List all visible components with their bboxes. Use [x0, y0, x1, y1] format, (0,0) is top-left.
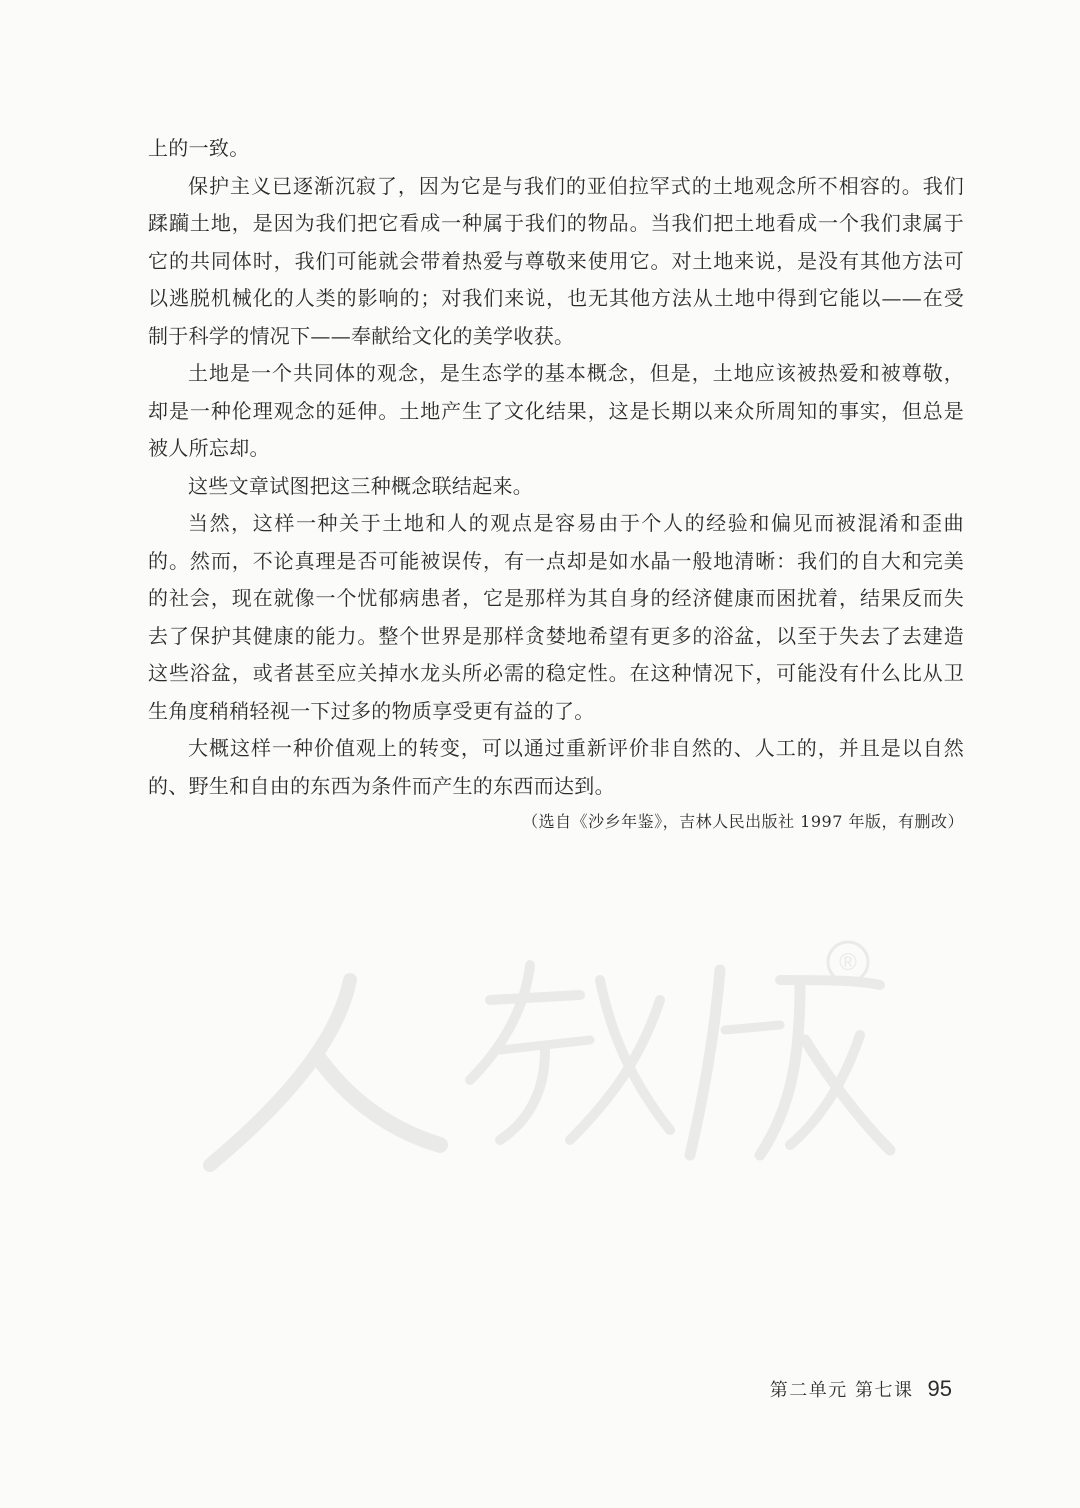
paragraph-0-line: 上的一致。	[148, 136, 250, 160]
paragraph-5-line: 的、野生和自由的东西为条件而产生的东西而达到。	[148, 773, 615, 798]
paragraph-4-line: 去了保护其健康的能力。整个世界是那样贪婪地希望有更多的浴盆，以至于失去了去建造	[148, 623, 964, 648]
paragraph-1-line: 制于科学的情况下——奉献给文化的美学收获。	[148, 323, 575, 348]
paragraph-1-line: 它的共同体时，我们可能就会带着热爱与尊敬来使用它。对土地来说，是没有其他方法可	[148, 248, 964, 273]
paragraph-4-line: 生角度稍稍轻视一下过多的物质享受更有益的了。	[148, 698, 595, 723]
paragraph-1-line: 蹂躏土地，是因为我们把它看成一种属于我们的物品。当我们把土地看成一个我们隶属于	[148, 211, 964, 235]
paragraph-2-line: 却是一种伦理观念的延伸。土地产生了文化结果，这是长期以来众所周知的事实，但总是	[148, 398, 964, 423]
page-number: 95	[927, 1376, 952, 1401]
paragraph-4-line: 这些浴盆，或者甚至应关掉水龙头所必需的稳定性。在这种情况下，可能没有什么比从卫	[148, 661, 964, 685]
registered-mark: ®	[839, 949, 857, 976]
paragraph-5-line: 大概这样一种价值观上的转变，可以通过重新评价非自然的、人工的，并且是以自然	[188, 736, 964, 760]
paragraph-2-line: 土地是一个共同体的观念，是生态学的基本概念，但是，土地应该被热爱和被尊敬，	[188, 361, 964, 385]
publisher-watermark-logo	[200, 940, 900, 1180]
registered-trademark-icon	[828, 942, 868, 982]
paragraph-1-line: 以逃脱机械化的人类的影响的；对我们来说，也无其他方法从土地中得到它能以——在受	[148, 286, 964, 310]
paragraph-2-line: 被人所忘却。	[148, 436, 270, 460]
paragraph-4-line: 当然，这样一种关于土地和人的观点是容易由于个人的经验和偏见而被混淆和歪曲	[188, 511, 964, 535]
unit-lesson-label: 第二单元 第七课	[769, 1380, 914, 1401]
paragraph-4-line: 的。然而，不论真理是否可能被误传，有一点却是如水晶一般地清晰：我们的自大和完美	[148, 548, 964, 573]
body-text	[148, 130, 964, 837]
paragraph-4-line: 的社会，现在就像一个忧郁病患者，它是那样为其自身的经济健康而困扰着，结果反而失	[148, 586, 964, 610]
paragraph-1-line: 保护主义已逐渐沉寂了，因为它是与我们的亚伯拉罕式的土地观念所不相容的。我们	[188, 173, 964, 198]
paragraph-3-line: 这些文章试图把这三种概念联结起来。	[188, 473, 534, 498]
page-footer	[770, 1376, 952, 1402]
source-citation: （选自《沙乡年鉴》，吉林人民出版社 1997 年版，有删改）	[522, 812, 964, 831]
